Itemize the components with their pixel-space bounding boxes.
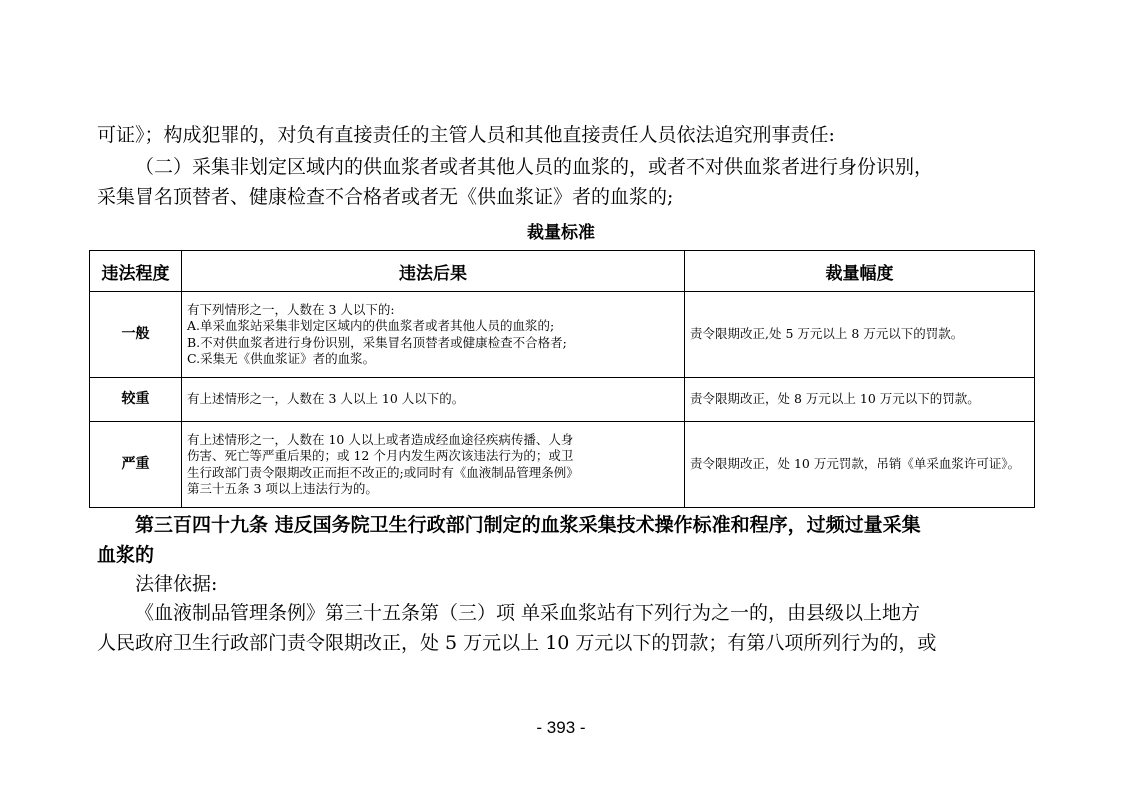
header-violation-consequence: 违法后果 (182, 251, 685, 292)
table-row (90, 292, 1035, 378)
violation-level: 较重 (90, 378, 182, 422)
table-caption: 裁量标准 (527, 223, 595, 243)
table-row (90, 422, 1035, 508)
header-penalty-range: 裁量幅度 (685, 251, 1035, 292)
penalty-standard-table (89, 250, 1035, 508)
article-heading: 第三百四十九条 违反国务院卫生行政部门制定的血浆采集技术操作标准和程序，过频过量采集 (135, 514, 921, 536)
penalty-range: 责令限期改正，处 10 万元罚款，吊销《单采血浆许可证》。 (685, 422, 1035, 508)
consequence-line: A.单采血浆站采集非划定区域内的供血浆者或者其他人员的血浆的; (187, 318, 555, 333)
consequence-line: 有上述情形之一，人数在 3 人以上 10 人以下的。 (187, 391, 465, 407)
table-row (90, 378, 1035, 422)
consequence-line: C.采集无《供血浆证》者的血浆。 (187, 351, 376, 366)
consequence-line: 有下列情形之一，人数在 3 人以下的: (187, 301, 395, 317)
violation-level: 严重 (90, 422, 182, 508)
paragraph-line: （二）采集非划定区域内的供血浆者或者其他人员的血浆的，或者不对供血浆者进行身份识别， (135, 156, 934, 178)
table-header-row (90, 251, 1035, 292)
paragraph-line: 采集冒名顶替者、健康检查不合格者或者无《供血浆证》者的血浆的; (97, 186, 674, 208)
article-heading-continuation: 血浆的 (97, 544, 155, 566)
legal-basis-label: 法律依据: (135, 573, 218, 595)
paragraph-line: 可证》；构成犯罪的，对负有直接责任的主管人员和其他直接责任人员依法追究刑事责任: (97, 124, 835, 146)
violation-consequence (182, 292, 685, 378)
violation-level: 一般 (90, 292, 182, 378)
violation-consequence (182, 378, 685, 422)
penalty-range: 责令限期改正,处 5 万元以上 8 万元以下的罚款。 (685, 292, 1035, 378)
consequence-line: 伤害、死亡等严重后果的；或 12 个月内发生两次该违法行为的；或卫 (187, 448, 574, 463)
consequence-line: 有上述情形之一，人数在 10 人以上或者造成经血途径疾病传播、人身 (187, 431, 574, 447)
violation-consequence (182, 422, 685, 508)
page-number: - 393 - (536, 718, 586, 737)
consequence-line: 第三十五条 3 项以上违法行为的。 (187, 481, 378, 496)
consequence-line: B.不对供血浆者进行身份识别，采集冒名顶替者或健康检查不合格者; (187, 334, 567, 350)
article-body-line: 人民政府卫生行政部门责令限期改正，处 5 万元以上 10 万元以下的罚款；有第八项所列行为的，或 (97, 632, 937, 654)
article-body-line: 《血液制品管理条例》第三十五条第（三）项 单采血浆站有下列行为之一的，由县级以上地方 (135, 602, 921, 624)
penalty-range: 责令限期改正，处 8 万元以上 10 万元以下的罚款。 (685, 378, 1035, 422)
consequence-line: 生行政部门责令限期改正而拒不改正的;或同时有《血液制品管理条例》 (187, 464, 579, 480)
header-violation-degree: 违法程度 (90, 251, 182, 292)
